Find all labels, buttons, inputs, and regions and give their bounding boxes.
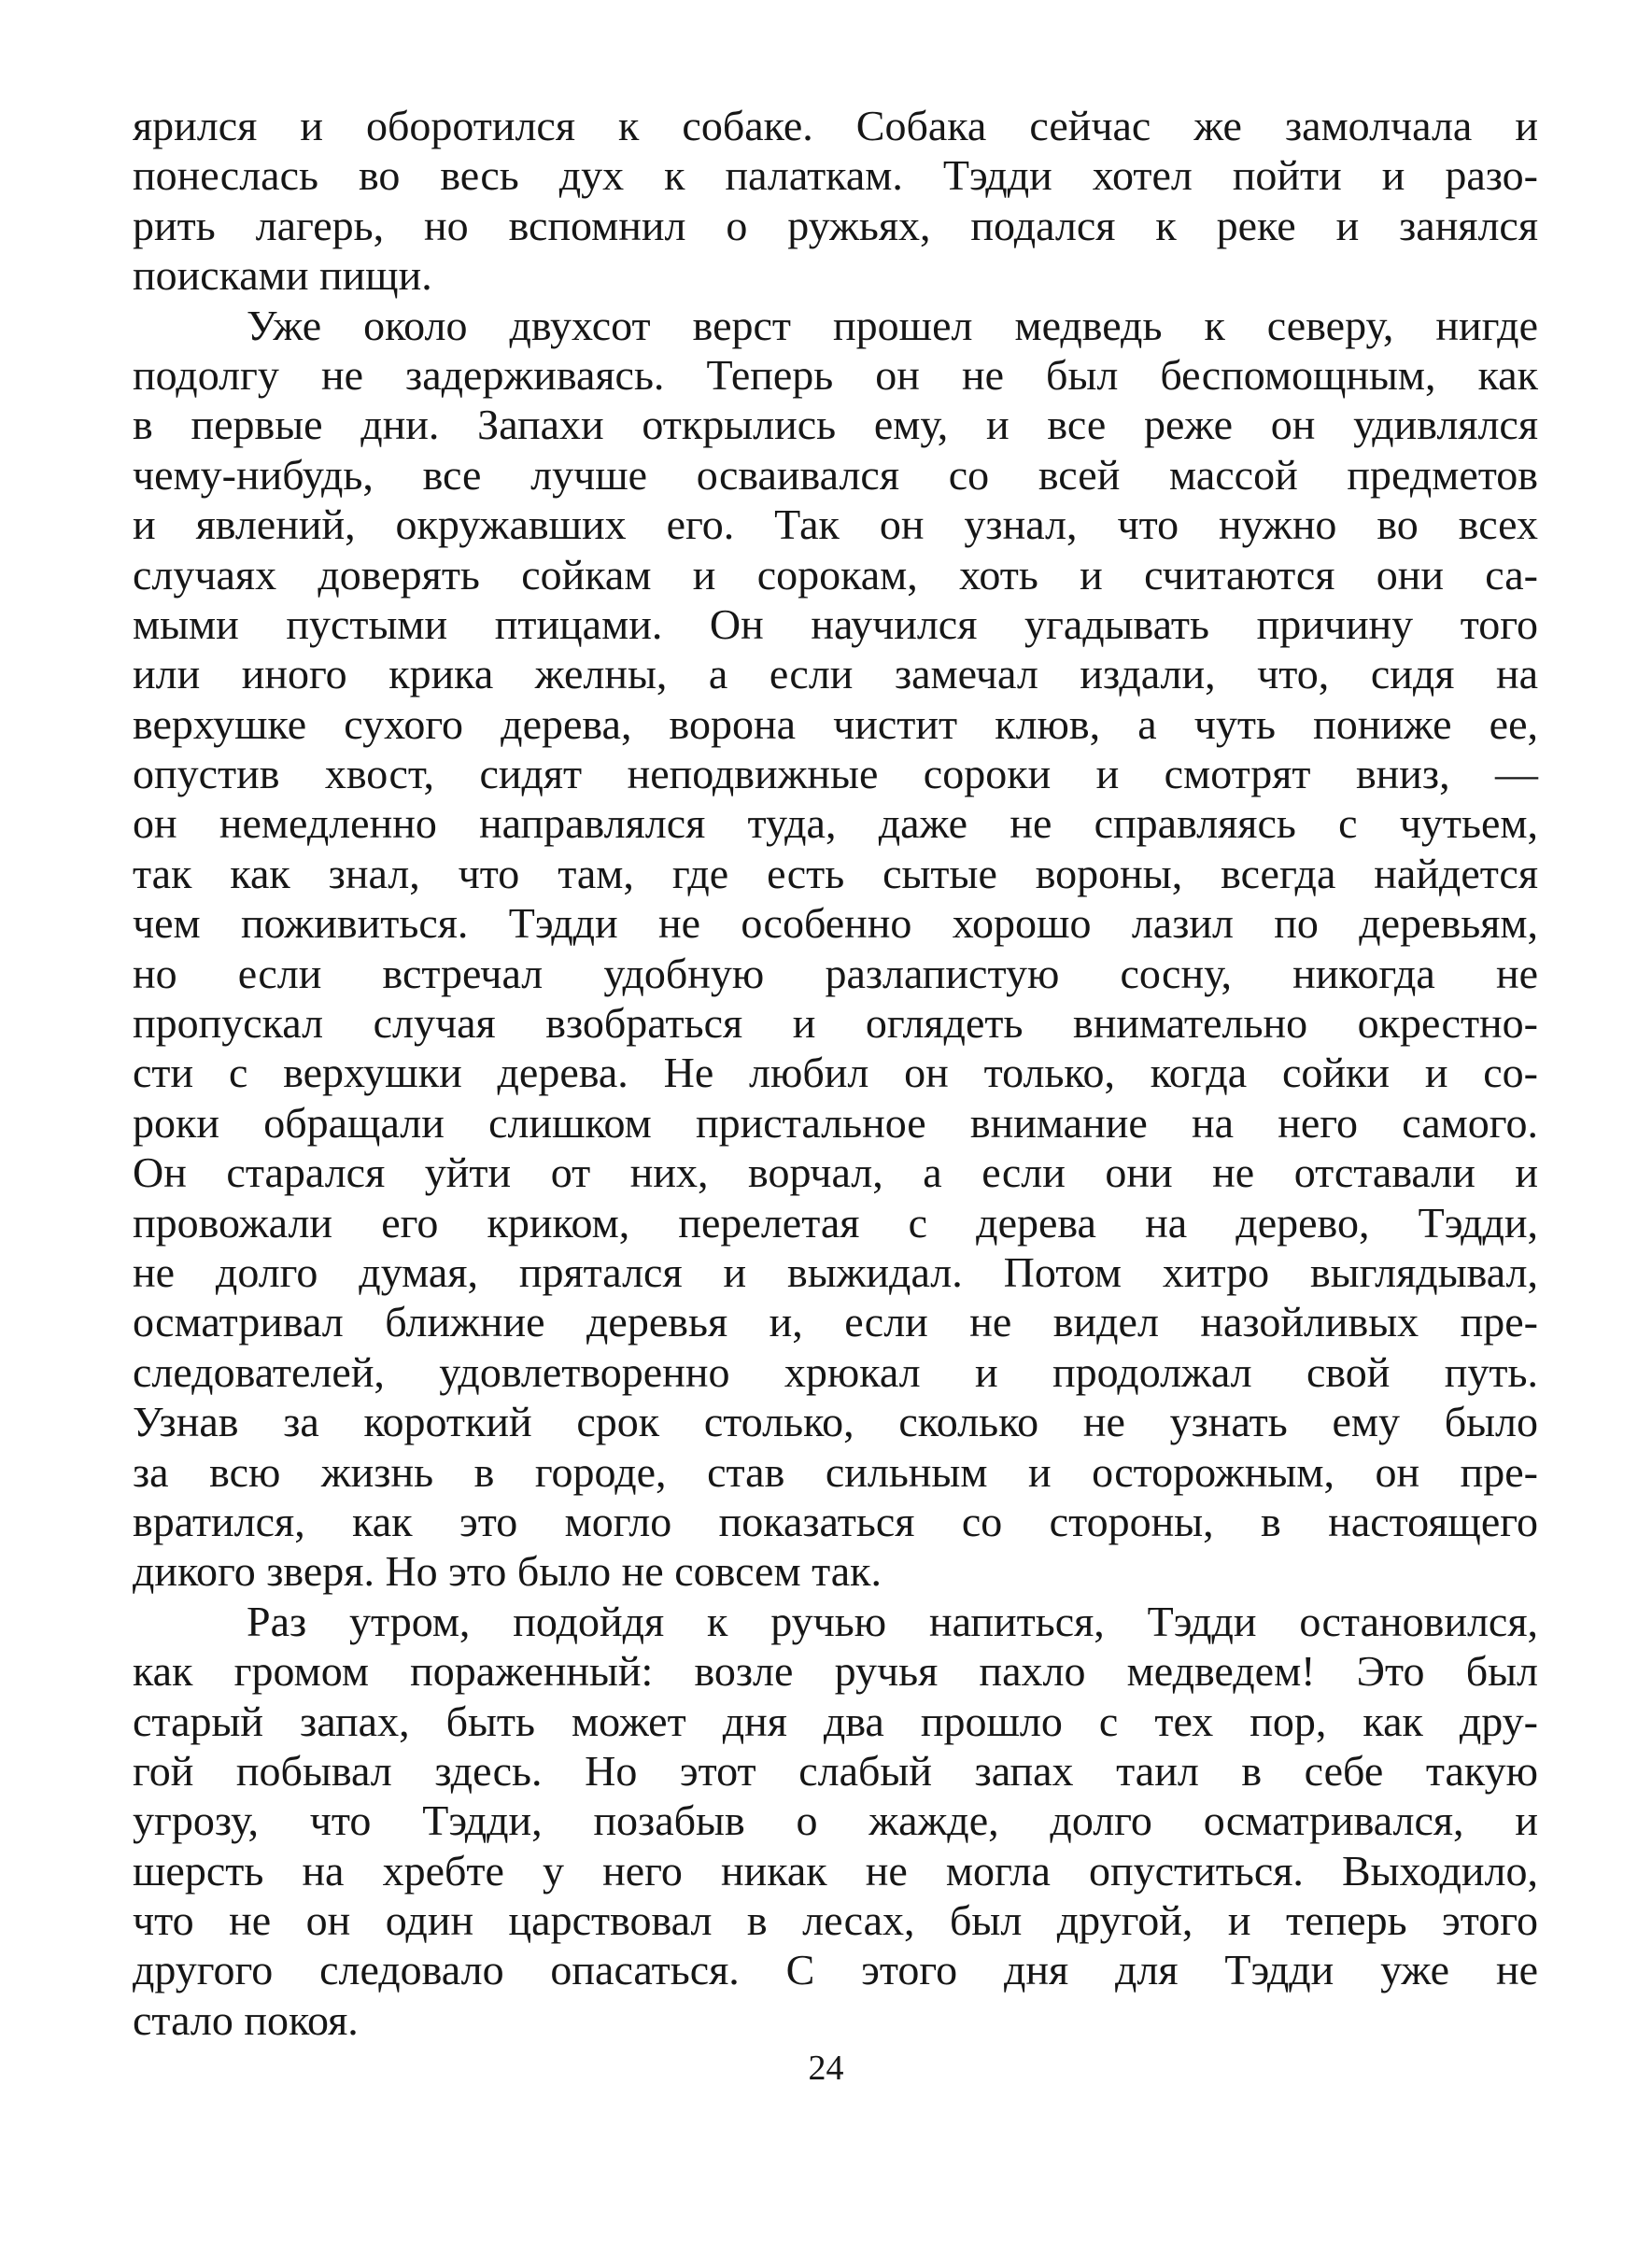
- text-line: рить лагерь, но вспомнил о ружьях, подался к реке и занялся: [133, 201, 1538, 249]
- text-line: что не он один царствовал в лесах, был другой, и теперь этого: [133, 1896, 1538, 1945]
- text-line: подолгу не задерживаясь. Теперь он не был беспомощным, как: [133, 350, 1538, 399]
- text-line: шерсть на хребте у него никак не могла опуститься. Выходило,: [133, 1846, 1538, 1895]
- text-line: верхушке сухого дерева, ворона чистит клюв, а чуть пониже ее,: [133, 699, 1538, 748]
- text-line: гой побывал здесь. Но этот слабый запах таил в себе такую: [133, 1746, 1538, 1795]
- text-line: но если встречал удобную разлапистую сосну, никогда не: [133, 949, 1538, 997]
- text-line: и явлений, окружавших его. Так он узнал, что нужно во всех: [133, 500, 1538, 549]
- text-line: мыми пустыми птицами. Он научился угадывать причину того: [133, 599, 1538, 648]
- text-line: поисками пищи.: [133, 251, 432, 300]
- text-line: понеслась во весь дух к палаткам. Тэдди хотел пойти и разо-: [133, 151, 1538, 200]
- text-line: или иного крика желны, а если замечал издали, что, сидя на: [133, 650, 1538, 698]
- text-line: в первые дни. Запахи открылись ему, и все реже он удивлялся: [133, 401, 1538, 449]
- text-line: роки обращали слишком пристальное внимание на него самого.: [133, 1098, 1538, 1147]
- text-line: Уже около двухсот верст прошел медведь к северу, нигде: [247, 301, 1538, 349]
- text-line: как громом пораженный: возле ручья пахло медведем! Это был: [133, 1647, 1538, 1696]
- text-line: ярился и оборотился к собаке. Собака сейчас же замолчала и: [133, 102, 1538, 149]
- text-line: он немедленно направлялся туда, даже не справляясь с чутьем,: [133, 799, 1538, 848]
- text-line: вратился, как это могло показаться со стороны, в настоящего: [133, 1497, 1538, 1545]
- text-line: опустив хвост, сидят неподвижные сороки и смотрят вниз, —: [133, 750, 1538, 798]
- text-line: стало покоя.: [133, 1995, 359, 2044]
- text-line: Узнав за короткий срок столько, сколько не узнать ему было: [133, 1398, 1538, 1446]
- text-line: провожали его криком, перелетая с дерева на дерево, Тэдди,: [133, 1198, 1538, 1247]
- text-line: пропускал случая взобраться и оглядеть внимательно окрестно-: [133, 999, 1538, 1048]
- text-line: Раз утром, подойдя к ручью напиться, Тэдди остановился,: [247, 1597, 1538, 1645]
- text-line: угрозу, что Тэдди, позабыв о жажде, долго осматривался, и: [133, 1796, 1538, 1845]
- body-text: [133, 101, 1538, 2045]
- text-line: чем поживиться. Тэдди не особенно хорошо лазил по деревьям,: [133, 899, 1538, 948]
- text-line: не долго думая, прятался и выжидал. Потом хитро выглядывал,: [133, 1247, 1538, 1296]
- text-line: дикого зверя. Но это было не совсем так.: [133, 1547, 882, 1596]
- text-line: случаях доверять сойкам и сорокам, хоть и считаются они са-: [133, 550, 1538, 599]
- text-line: следователей, удовлетворенно хрюкал и продолжал свой путь.: [133, 1347, 1538, 1396]
- text-line: чему-нибудь, все лучше осваивался со всей массой предметов: [133, 450, 1538, 499]
- page-number: 24: [808, 2049, 844, 2088]
- text-line: так как знал, что там, где есть сытые вороны, всегда найдется: [133, 849, 1538, 897]
- text-line: осматривал ближние деревья и, если не видел назойливых пре-: [133, 1298, 1538, 1346]
- text-line: за всю жизнь в городе, став сильным и осторожным, он пре-: [133, 1447, 1538, 1496]
- text-line: другого следовало опасаться. С этого дня для Тэдди уже не: [133, 1946, 1538, 1994]
- text-line: Он старался уйти от них, ворчал, а если они не отставали и: [133, 1148, 1538, 1197]
- text-line: сти с верхушки дерева. Не любил он только, когда сойки и со-: [133, 1049, 1538, 1097]
- text-line: старый запах, быть может дня два прошло с тех пор, как дру-: [133, 1697, 1538, 1745]
